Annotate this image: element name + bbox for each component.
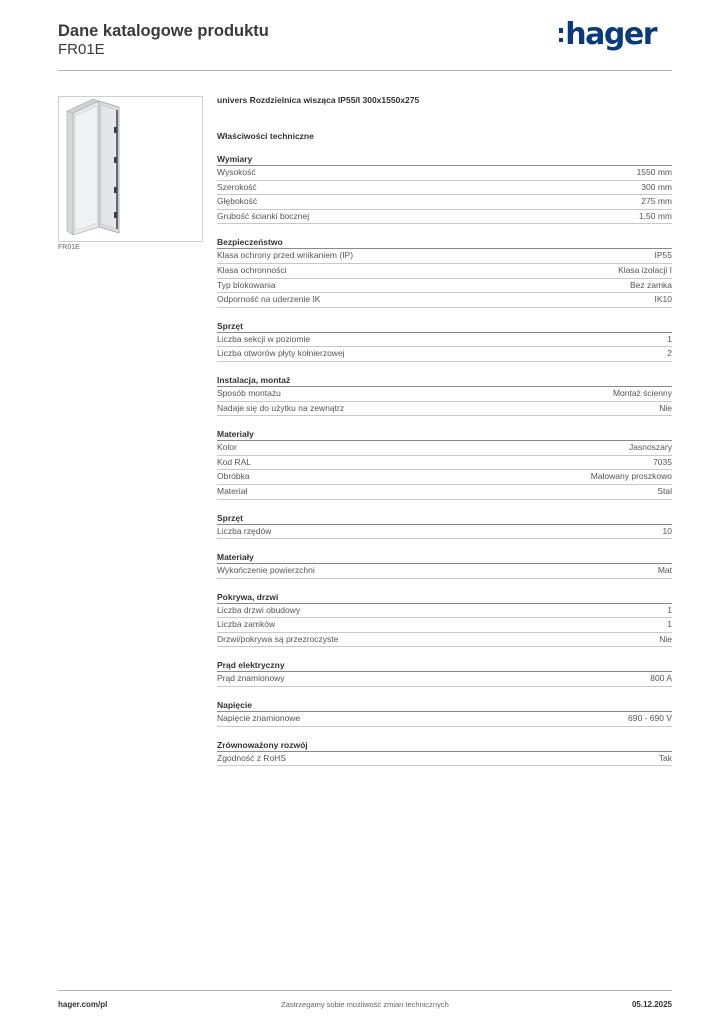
property-row <box>217 333 672 348</box>
property-row <box>217 485 672 500</box>
group-title: Prąd elektryczny <box>217 659 672 672</box>
footer-disclaimer: Zastrzegamy sobie możliwość zmian technicznych <box>281 1000 449 1009</box>
group-title: Materiały <box>217 428 672 441</box>
property-label: Liczba otworów płyty kołnierzowej <box>217 348 345 359</box>
property-row <box>217 633 672 648</box>
logo-dots-icon <box>559 28 564 47</box>
property-label: Prąd znamionowy <box>217 673 285 684</box>
property-row <box>217 249 672 264</box>
property-value: Stal <box>657 485 672 496</box>
product-description: univers Rozdzielnica wisząca IP55/I 300x1550x275 <box>217 95 420 105</box>
property-value: 1550 mm <box>636 167 672 177</box>
property-label: Liczba drzwi obudowy <box>217 604 301 615</box>
property-value: Malowany proszkowo <box>590 471 672 482</box>
property-row <box>217 279 672 294</box>
property-value: 300 mm <box>641 181 672 192</box>
property-value: Jasnoszary <box>629 442 672 453</box>
property-label: Wysokość <box>217 167 256 177</box>
property-value: IP55 <box>654 250 672 261</box>
product-image <box>58 96 203 242</box>
product-details <box>217 95 672 766</box>
property-value: 1 <box>667 619 672 630</box>
property-label: Drzwi/pokrywa są przezroczyste <box>217 633 339 644</box>
property-value: Montaż ścienny <box>612 387 672 398</box>
property-row <box>217 293 672 308</box>
property-label: Kod RAL <box>217 456 252 467</box>
property-label: Liczba rzędów <box>217 525 272 536</box>
property-row <box>217 402 672 417</box>
property-value: 800 A <box>650 673 672 684</box>
property-value: Tak <box>658 752 672 763</box>
property-group <box>217 551 672 579</box>
property-group <box>217 659 672 687</box>
property-label: Klasa ochronności <box>217 264 287 275</box>
property-group <box>217 591 672 648</box>
property-row <box>217 195 672 210</box>
group-title: Napięcie <box>217 699 672 712</box>
property-value: IK10 <box>654 294 672 305</box>
property-group <box>217 236 672 307</box>
property-value: 690 - 690 V <box>628 713 672 724</box>
property-row <box>217 712 672 727</box>
property-label: Głębokość <box>217 196 258 207</box>
property-value: 2 <box>667 348 672 359</box>
property-row <box>217 525 672 540</box>
property-label: Grubość ścianki bocznej <box>217 210 310 221</box>
property-value: 275 mm <box>641 196 672 207</box>
property-group <box>217 739 672 767</box>
property-label: Nadaje się do użytku na zewnątrz <box>217 402 345 413</box>
property-group <box>217 512 672 540</box>
property-label: Wykończenie powierzchni <box>217 565 315 576</box>
document-title: Dane katalogowe produktu <box>58 22 269 40</box>
group-title: Zrównoważony rozwój <box>217 739 672 752</box>
property-label: Obróbka <box>217 471 250 482</box>
group-title: Pokrywa, drzwi <box>217 591 672 604</box>
page-footer <box>58 990 672 1021</box>
property-row <box>217 210 672 225</box>
property-row <box>217 347 672 362</box>
property-group <box>217 428 672 499</box>
property-row <box>217 166 672 181</box>
property-label: Klasa ochrony przed wnikaniem (IP) <box>217 250 354 261</box>
property-value: Nie <box>659 402 672 413</box>
group-title: Bezpieczeństwo <box>217 236 672 249</box>
property-label: Napięcie znamionowe <box>217 713 301 724</box>
property-value: Bez zamka <box>629 279 672 290</box>
product-code: FR01E <box>58 41 105 58</box>
property-group <box>217 699 672 727</box>
property-row <box>217 181 672 196</box>
property-row <box>217 618 672 633</box>
property-row <box>217 604 672 619</box>
property-group <box>217 374 672 416</box>
property-value: 7035 <box>653 456 672 467</box>
page-header <box>58 17 672 71</box>
logo-text: hager <box>565 17 656 52</box>
property-groups <box>217 153 672 766</box>
image-caption: FR01E <box>58 244 80 251</box>
property-label: Sposób montażu <box>217 387 281 398</box>
property-value: 1 <box>667 333 672 344</box>
property-row <box>217 470 672 485</box>
group-title: Wymiary <box>217 153 672 166</box>
property-row <box>217 752 672 767</box>
group-title: Sprzęt <box>217 512 672 525</box>
property-value: Mat <box>657 565 672 576</box>
property-label: Zgodność z RoHS <box>217 752 286 763</box>
footer-date: 05.12.2025 <box>631 1000 672 1009</box>
property-value: 1,50 mm <box>638 210 672 221</box>
property-value: 1 <box>667 604 672 615</box>
property-label: Szerokość <box>217 181 257 192</box>
properties-title: Właściwości techniczne <box>217 131 314 141</box>
property-value: 10 <box>662 525 672 536</box>
property-group <box>217 320 672 362</box>
group-title: Instalacja, montaż <box>217 374 672 387</box>
property-row <box>217 387 672 402</box>
property-label: Typ blokowania <box>217 279 276 290</box>
property-label: Kolor <box>217 442 237 453</box>
group-title: Materiały <box>217 551 672 564</box>
property-label: Materiał <box>217 485 248 496</box>
property-row <box>217 264 672 279</box>
property-group <box>217 153 672 224</box>
cabinet-illustration <box>59 97 202 241</box>
property-label: Liczba zamków <box>217 619 276 630</box>
hager-logo <box>559 17 656 52</box>
property-value: Klasa izolacji I <box>618 264 672 275</box>
property-row <box>217 456 672 471</box>
property-label: Odporność na uderzenie IK <box>217 294 321 305</box>
group-title: Sprzęt <box>217 320 672 333</box>
property-row <box>217 672 672 687</box>
property-value: Nie <box>659 633 672 644</box>
property-row <box>217 564 672 579</box>
property-row <box>217 441 672 456</box>
property-label: Liczba sekcji w poziomie <box>217 333 311 344</box>
footer-website: hager.com/pl <box>58 1000 108 1009</box>
